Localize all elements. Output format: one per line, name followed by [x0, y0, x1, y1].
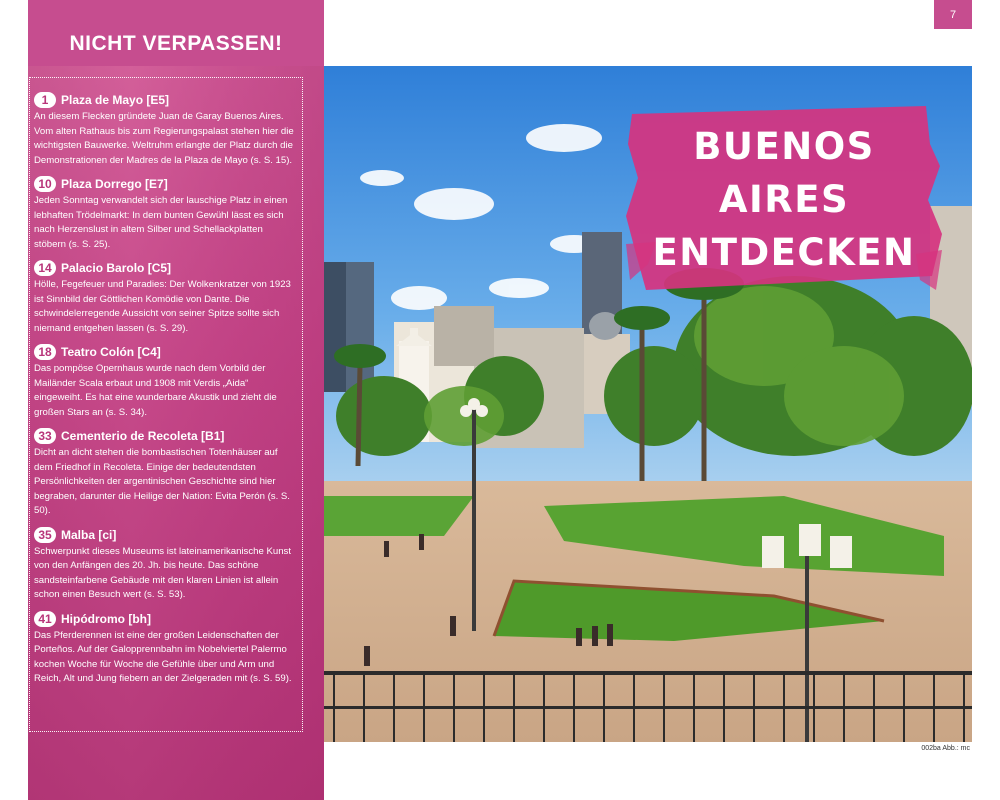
headline-line-2: AIRES — [718, 178, 850, 221]
entry-title: Plaza de Mayo [E5] — [61, 93, 170, 107]
highlight-entry — [34, 258, 296, 336]
photo-credit: 002ba Abb.: mc — [921, 745, 970, 752]
highlight-entry — [34, 342, 296, 420]
highlight-entry — [34, 525, 296, 603]
headline-line-1: BUENOS — [693, 125, 875, 168]
entry-number-badge: 35 — [34, 527, 56, 543]
entry-number-badge: 10 — [34, 176, 56, 192]
highlight-entry — [34, 609, 296, 687]
entry-description: Dicht an dicht stehen die bombastischen Totenhäuser auf dem Friedhof in Recoleta. Einige der bedeutendsten Persönlichkeiten der argentinischen Geschichte sind hier begraben, darunter die Heilige der Nation: Evita Perón (s. S. 50). — [34, 447, 290, 516]
highlight-entry — [34, 90, 296, 168]
headline-line-3: ENTDECKEN — [652, 231, 916, 274]
entry-title: Malba [ci] — [61, 527, 117, 542]
entry-title: Palacio Barolo [C5] — [61, 261, 172, 275]
headline-block — [626, 104, 942, 294]
entry-description: Hölle, Fegefeuer und Paradies: Der Wolkenkratzer von 1923 ist Sinnbild der Göttlichen Komödie von Dante. Die schwindelerregende Aussicht von seiner Spitze sollte sich niemand entgehen lassen (s. S. 29). — [34, 279, 291, 334]
entry-description: Das pompöse Opernhaus wurde nach dem Vorbild der Mailänder Scala erbaut und 1908 mit Verdis „Aida“ eingeweiht. Es hat eine wunderbare Akustik und zieht die großen Stars an (s. S. 34). — [34, 363, 277, 418]
highlight-entry — [34, 174, 296, 252]
entry-description: Das Pferderennen ist eine der großen Leidenschaften der Porteños. Auf der Galopprennbahn im Nobelviertel Palermo kochen Woche für Woche die Gefühle über und Arm und Reich, Alt und Jung fiebern an der Zielgeraden mit (s. S. 59). — [34, 629, 292, 684]
entry-description: Jeden Sonntag verwandelt sich der lauschige Platz in einen lebhaften Trödelmarkt: In dem bunten Gewühl lässt es sich nach Herzenslust in altem Silber und Schellackplatten stöbern (s. S. 25). — [34, 195, 288, 250]
sidebar-title: NICHT VERPASSEN! — [69, 32, 283, 55]
highlight-entry — [34, 426, 296, 519]
page-number: 7 — [934, 0, 972, 29]
highlight-list — [34, 90, 296, 693]
entry-number-badge: 18 — [34, 344, 56, 360]
entry-number-badge: 33 — [34, 428, 56, 444]
entry-description: An diesem Flecken gründete Juan de Garay Buenos Aires. Vom alten Rathaus bis zum Regierungspalast stehen hier die wichtigsten Bauwerke. Weltruhm erlangte der Platz durch die Demonstrationen der Madres de la Plaza de Mayo (s. S. 15). — [34, 111, 294, 166]
entry-number-badge: 14 — [34, 260, 56, 276]
entry-number-badge: 41 — [34, 611, 56, 627]
entry-number-badge: 1 — [34, 92, 56, 108]
entry-description: Schwerpunkt dieses Museums ist lateinamerikanische Kunst von den Anfängen des 20. Jh. bis heute. Das schöne sandsteinfarbene Gebäude mit den klaren Linien ist allein schon einen Besuch wert (s. S. 53). — [34, 545, 292, 600]
entry-title: Cementerio de Recoleta [B1] — [61, 429, 225, 443]
entry-title: Teatro Colón [C4] — [61, 345, 161, 359]
entry-title: Plaza Dorrego [E7] — [61, 177, 168, 191]
entry-title: Hipódromo [bh] — [61, 611, 151, 626]
